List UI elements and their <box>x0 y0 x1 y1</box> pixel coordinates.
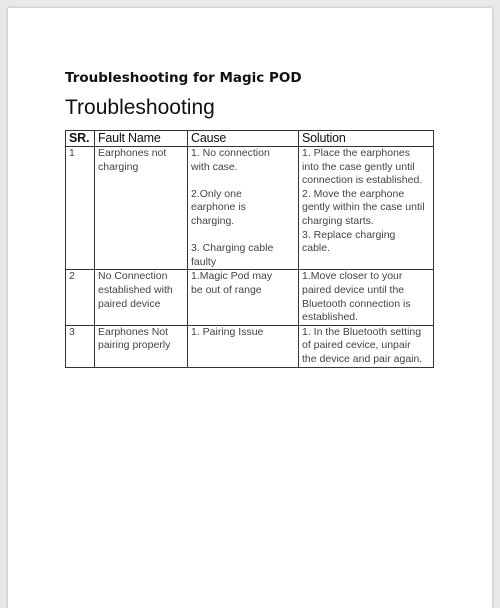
document-page <box>8 8 492 608</box>
table-row <box>66 325 434 367</box>
cell-cause: 1.Magic Pod may be out of range <box>188 270 299 325</box>
section-heading: Troubleshooting <box>65 96 215 119</box>
table-header-row <box>66 131 434 147</box>
cell-solution: 1.Move closer to your paired device until the Bluetooth connection is established. <box>299 270 434 325</box>
cell-solution: 1. In the Bluetooth setting of paired cevice, unpair the device and pair again. <box>299 325 434 367</box>
cell-fault-name: No Connection established with paired device <box>95 270 188 325</box>
table-row <box>66 147 434 270</box>
document-title: Troubleshooting for Magic POD <box>65 70 302 86</box>
cell-sr: 1 <box>66 147 95 270</box>
header-cause: Cause <box>188 131 299 147</box>
troubleshooting-table <box>65 130 434 368</box>
cell-fault-name: Earphones not charging <box>95 147 188 270</box>
cell-sr: 3 <box>66 325 95 367</box>
cell-fault-name: Earphones Not pairing properly <box>95 325 188 367</box>
cell-solution: 1. Place the earphones into the case gently until connection is established. 2. Move the earphone gently within the case until charging starts. 3. Replace charging cable. <box>299 147 434 270</box>
header-solution: Solution <box>299 131 434 147</box>
header-fault-name: Fault Name <box>95 131 188 147</box>
header-sr: SR. <box>66 131 95 147</box>
cell-cause: 1. No connection with case. 2.Only one earphone is charging. 3. Charging cable faulty <box>188 147 299 270</box>
cell-cause: 1. Pairing Issue <box>188 325 299 367</box>
table-row <box>66 270 434 325</box>
cell-sr: 2 <box>66 270 95 325</box>
